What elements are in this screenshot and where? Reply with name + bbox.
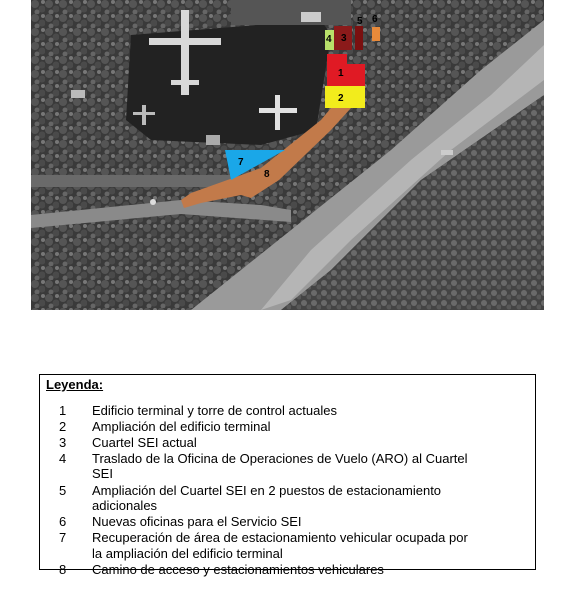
legend-item-text: Edificio terminal y torre de control actuales	[92, 402, 337, 418]
legend-item	[46, 403, 529, 419]
legend-item-number: 2	[59, 418, 67, 434]
aerial-map	[31, 0, 544, 310]
map-label-6: 6	[372, 14, 378, 25]
map-label-8: 8	[264, 169, 270, 180]
vehicle	[150, 199, 156, 205]
legend-item-text: Nuevas oficinas para el Servicio SEI	[92, 514, 302, 530]
map-label-2: 2	[338, 93, 344, 104]
legend-title: Leyenda:	[46, 377, 104, 392]
legend-item-number: 7	[59, 530, 67, 546]
legend-item-number: 6	[59, 514, 67, 530]
legend-item	[46, 530, 529, 561]
legend-item-number: 8	[59, 562, 67, 578]
legend-item	[46, 435, 529, 451]
legend-item-number: 4	[59, 450, 67, 466]
legend-item-text: Recuperación de área de estacionamiento vehicular ocupada por la ampliación del edificio terminal	[92, 530, 468, 561]
aerial-photo	[31, 0, 544, 310]
legend-item	[46, 562, 529, 578]
map-label-1: 1	[338, 68, 344, 79]
legend-item-number: 1	[59, 402, 67, 418]
map-label-7: 7	[238, 157, 244, 168]
legend-item	[46, 514, 529, 530]
map-label-3: 3	[341, 33, 347, 44]
field-strip	[31, 175, 231, 187]
zone-5-sei-expansion	[355, 26, 363, 50]
zone-6-sei-offices	[372, 27, 380, 41]
zone-2-terminal-expansion	[325, 86, 365, 108]
building-apron	[206, 135, 220, 145]
map-label-5: 5	[357, 16, 363, 27]
legend-item	[46, 451, 529, 482]
legend	[39, 374, 536, 578]
legend-item	[46, 483, 529, 514]
legend-item-text: Camino de acceso y estacionamientos vehiculares	[92, 562, 384, 578]
legend-item-text: Cuartel SEI actual	[92, 434, 197, 450]
legend-list	[46, 403, 529, 578]
legend-item-text: Traslado de la Oficina de Operaciones de Vuelo (ARO) al Cuartel SEI	[92, 450, 468, 482]
taxiway	[231, 0, 351, 25]
legend-item-number: 3	[59, 434, 67, 450]
building-upper	[301, 12, 321, 22]
legend-item-number: 5	[59, 482, 67, 498]
building-west	[71, 90, 85, 98]
legend-item	[46, 419, 529, 435]
legend-item-text: Ampliación del Cuartel SEI en 2 puestos de estacionamiento adicionales	[92, 482, 442, 514]
legend-item-text: Ampliación del edificio terminal	[92, 418, 271, 434]
building-east	[441, 150, 453, 155]
map-label-4: 4	[326, 34, 332, 45]
